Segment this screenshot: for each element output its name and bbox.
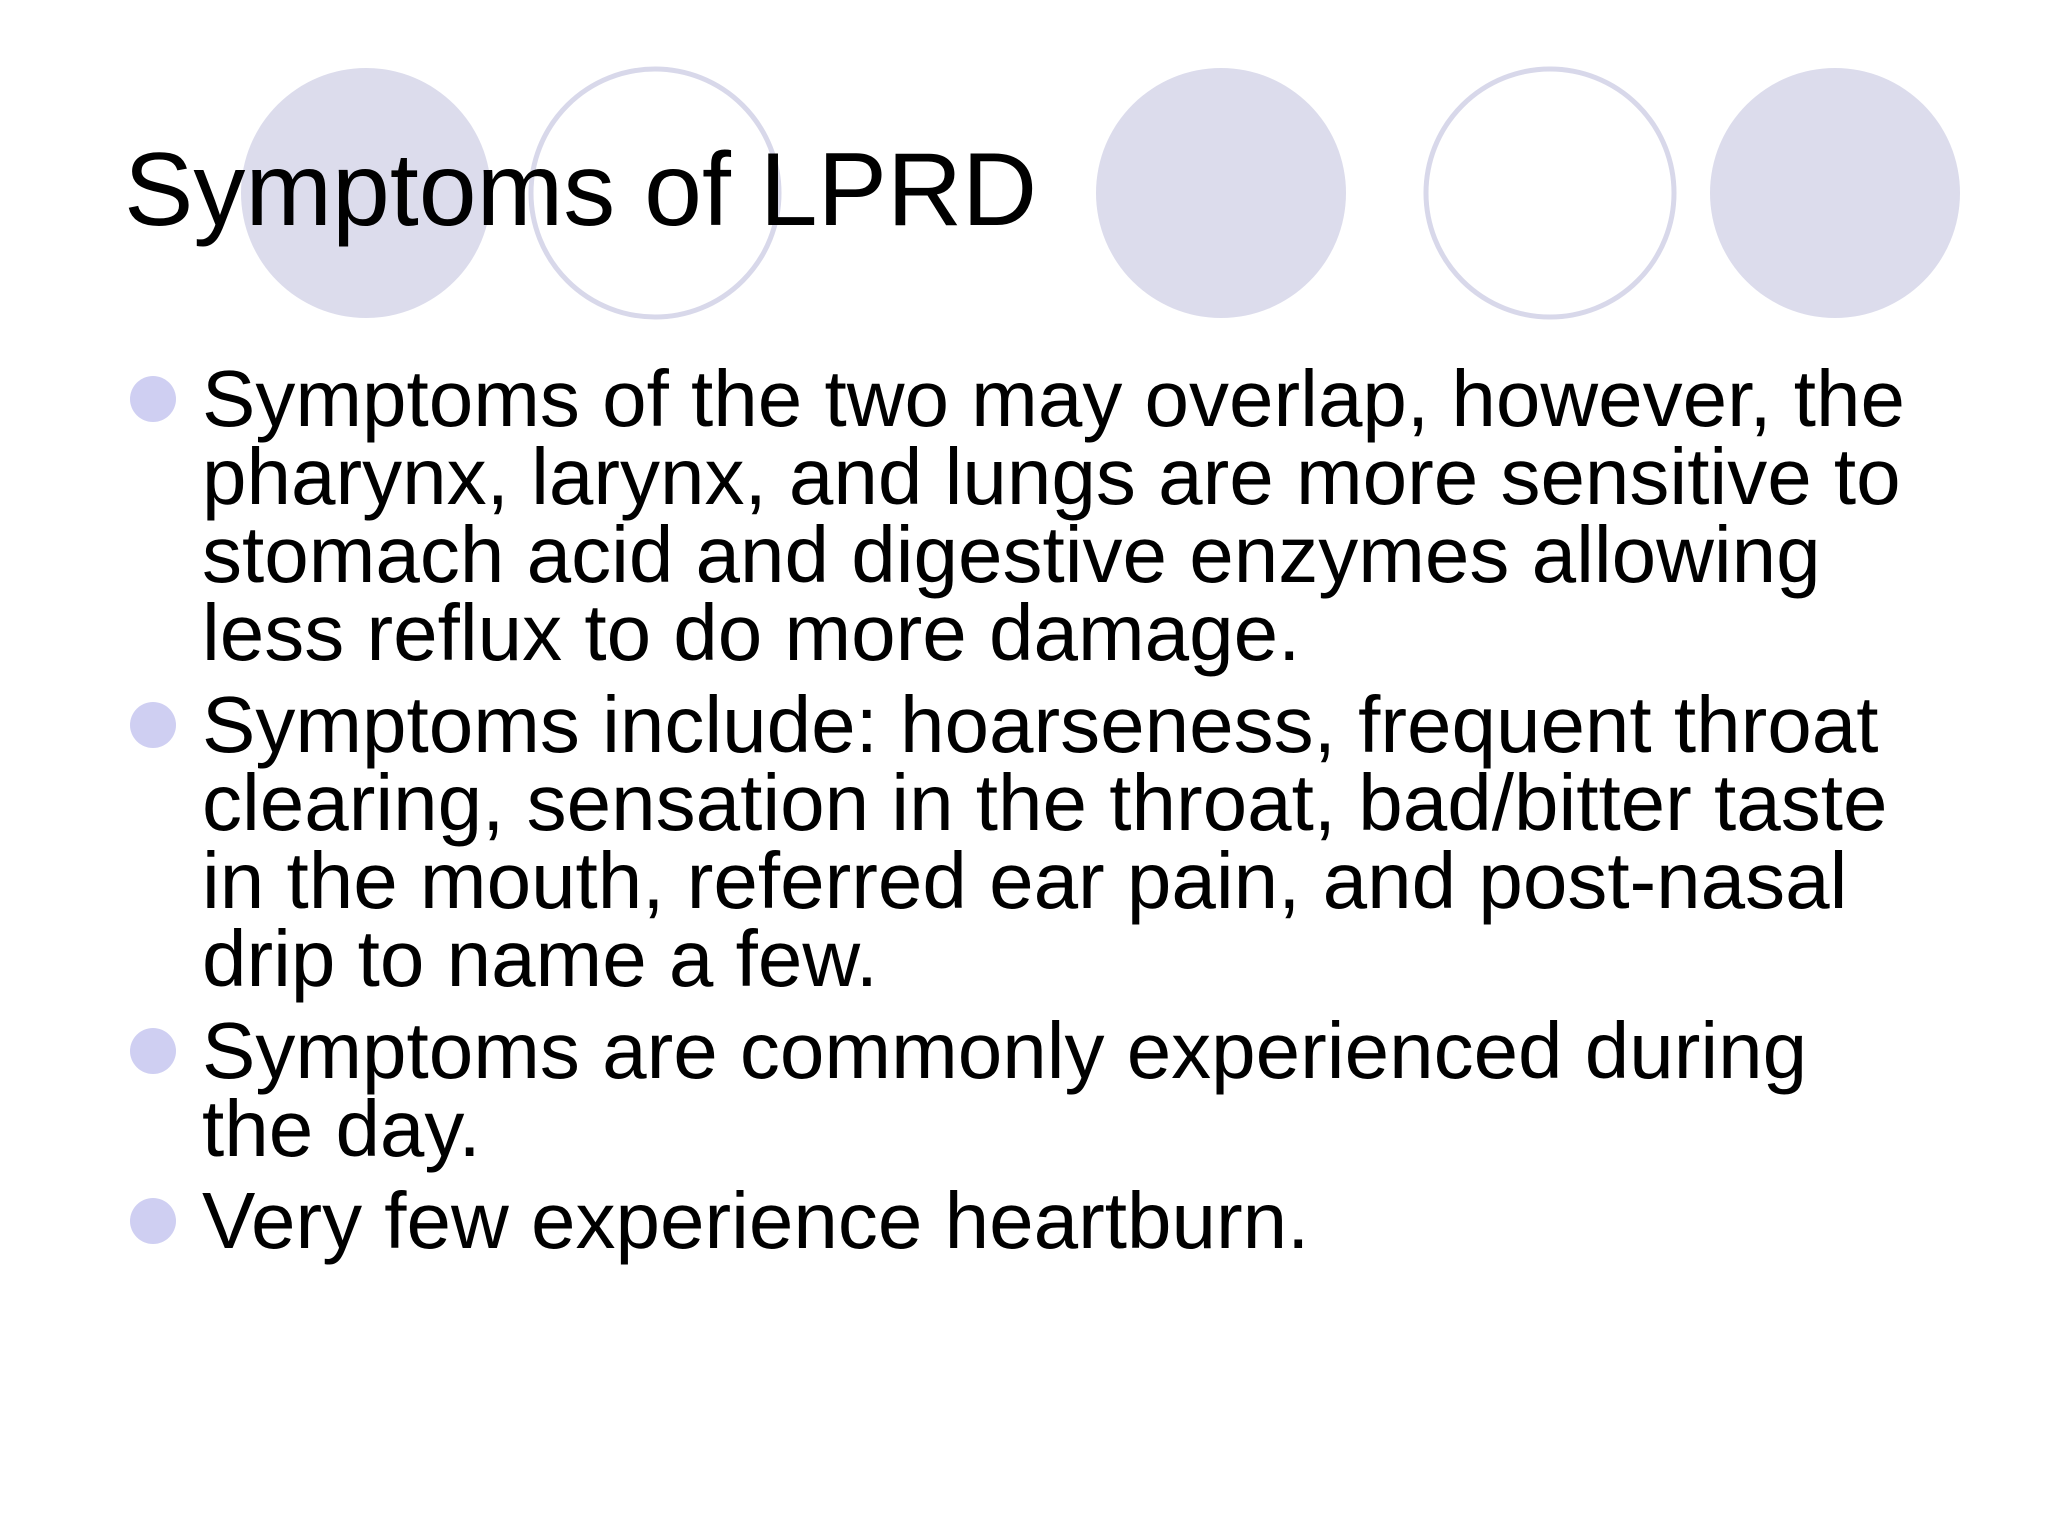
bullet-item bbox=[130, 354, 1930, 677]
bullet-item bbox=[130, 680, 1930, 1003]
bullet-text: Symptoms include: hoarseness, frequent throat clearing, sensation in the throat, bad/bitter taste in the mouth, referred ear pain, and post-nasal drip to name a few. bbox=[202, 680, 1888, 1003]
bullet-dot-icon bbox=[130, 376, 176, 422]
bullet-item bbox=[130, 1006, 1930, 1173]
decor-circle-filled-3 bbox=[1710, 68, 1960, 318]
bullet-item bbox=[130, 1176, 1930, 1265]
bullet-list bbox=[130, 354, 1930, 1274]
decor-circle-outline-2 bbox=[1426, 69, 1674, 317]
decor-circle-filled-2 bbox=[1096, 68, 1346, 318]
slide-title: Symptoms of LPRD bbox=[124, 132, 1038, 248]
bullet-text: Symptoms are commonly experienced during the day. bbox=[202, 1006, 1808, 1173]
bullet-text: Very few experience heartburn. bbox=[202, 1176, 1310, 1265]
bullet-dot-icon bbox=[130, 1028, 176, 1074]
bullet-text: Symptoms of the two may overlap, however, the pharynx, larynx, and lungs are more sensitive to stomach acid and digestive enzymes allowing less reflux to do more damage. bbox=[202, 354, 1906, 677]
bullet-dot-icon bbox=[130, 702, 176, 748]
bullet-dot-icon bbox=[130, 1198, 176, 1244]
